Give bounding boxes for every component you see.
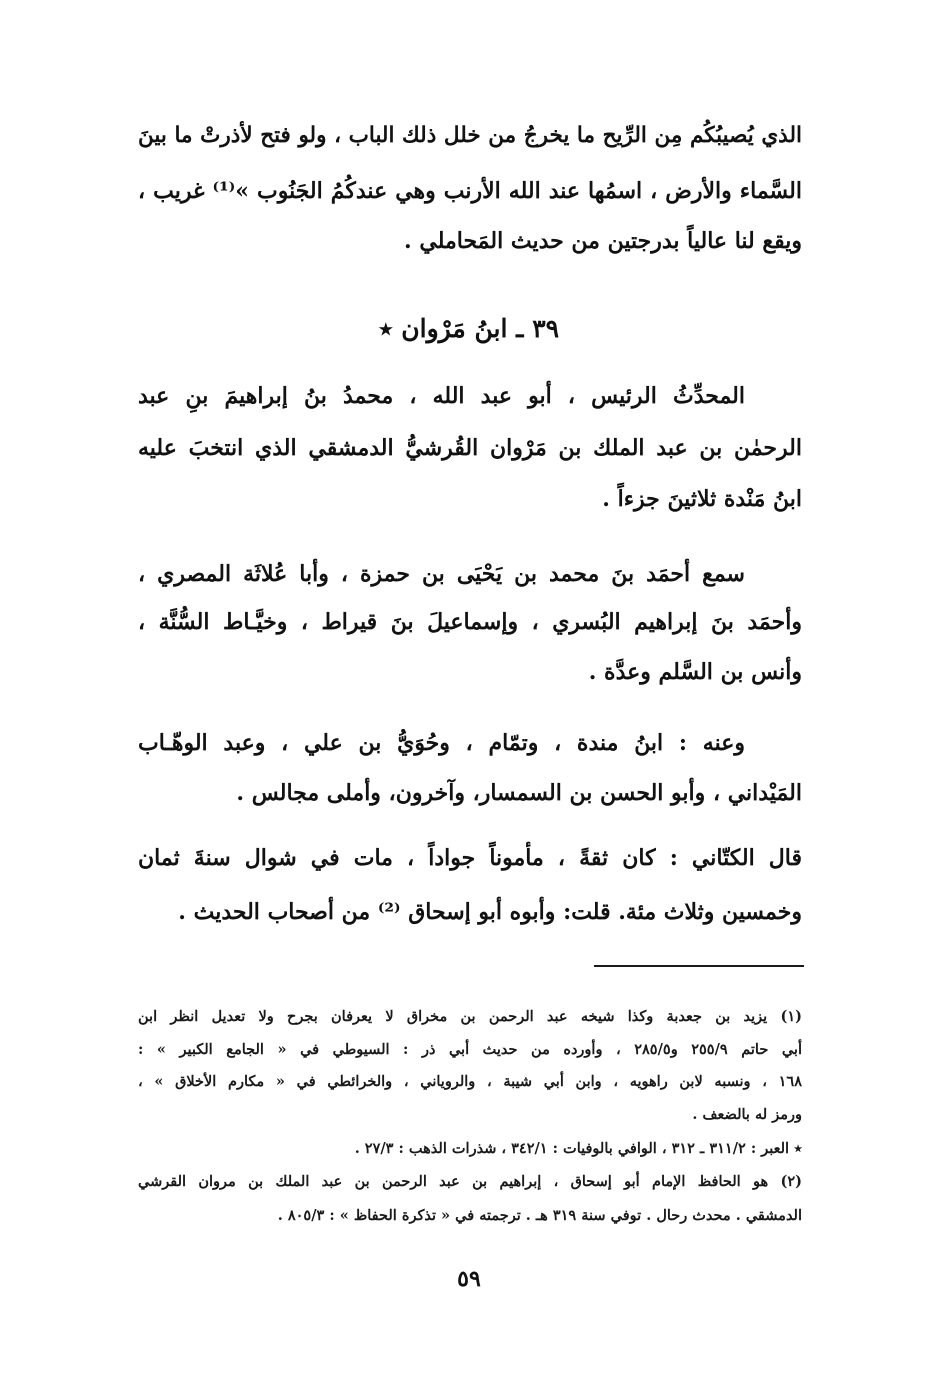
- teachers-line-1: سمع أحمَد بنَ محمد بن يَحْيَى بن حمزة ، وأبا عُلاثَة المصري ،: [138, 561, 745, 587]
- students-line-2: المَيْداني ، وأبو الحسن بن السمسار، وآخرون، وأملى مجالس .: [236, 780, 802, 806]
- footnote-1-line-2: أبي حاتم ٢٥٥/٩ و٢٨٥/٥ ، وأورده من حديث أبي ذر : السيوطي في « الجامع الكبير » :: [138, 1041, 802, 1058]
- teachers-line-2: وأحمَد بنَ إبراهيم البُسري ، وإسماعيلَ بنَ قيراط ، وخيَّـاط السُّنَّة ،: [138, 609, 802, 635]
- section-title: ٣٩ ـ ابنُ مَرْوان ٭: [378, 314, 560, 343]
- footnote-1-line-3: ١٦٨ ، ونسبه لابن راهويه ، وابن أبي شيبة ، والروياني ، والخرائطي في « مكارم الأخلاق » ،: [138, 1073, 802, 1090]
- footnote-1-line-1: (١) يزيد بن جعدبة وكذا شيخه عبد الرحمن بن مخراق لا يعرفان بجرح ولا تعديل انظر ابن: [138, 1008, 802, 1025]
- bio-line-2: الرحمٰن بن عبد الملك بن مَرْوان القُرشيُّ الدمشقي الذي انتخبَ عليه: [138, 435, 802, 461]
- bio-line-3: ابنُ مَنْدة ثلاثينَ جزءاً .: [602, 486, 802, 512]
- teachers-line-3: وأنس بن السَّلم وعدَّة .: [588, 659, 802, 685]
- footnote-1-line-4: ورمز له بالضعف .: [692, 1106, 802, 1123]
- footnote-2-line-1: (٢) هو الحافظ الإمام أبو إسحاق ، إبراهيم بن عبد الرحمن بن عبد الملك بن مروان القرشي: [138, 1173, 802, 1190]
- students-line-1: وعنه : ابنُ مندة ، وتمّام ، وحُوَيُّ بن علي ، وعبد الوهّـاب: [138, 730, 745, 756]
- footnote-2-line-2: الدمشقي . محدث رحال . توفي سنة ٣١٩ هـ . ترجمته في « تذكرة الحفاظ » : ٨٠٥/٣ .: [277, 1207, 802, 1224]
- page-number: ٥٩: [457, 1266, 481, 1292]
- continuation-line-1: الذي يُصيبُكُم مِن الرِّيح ما يخرجُ من خلل ذلك الباب ، ولو فتح لأذرتْ ما بينَ: [138, 123, 802, 148]
- continuation-line-2: السَّماء والأرض ، اسمُها عند الله الأرنب وهي عندكُمُ الجَنُوب »⁽¹⁾ غريب ،: [138, 178, 802, 204]
- kattani-line-1: قال الكتّاني : كان ثقةً ، مأموناً جواداً ، مات في شوال سنةَ ثمان: [138, 845, 802, 871]
- bio-line-1: المحدِّثُ الرئيس ، أبو عبد الله ، محمدُ بنُ إبراهيمَ بنِ عبد: [138, 383, 745, 409]
- footnote-star-line: ٭ العبر : ٣١١/٢ ـ ٣١٢ ، الوافي بالوفيات : ٣٤٢/١ ، شذرات الذهب : ٢٧/٣ .: [354, 1140, 802, 1157]
- footnote-separator: [594, 965, 804, 967]
- continuation-line-3: ويقع لنا عالياً بدرجتين من حديث المَحاملي .: [404, 228, 802, 254]
- kattani-line-2: وخمسين وثلاث مئة. قلت: وأبوه أبو إسحاق ⁽²⁾ من أصحاب الحديث .: [178, 899, 802, 925]
